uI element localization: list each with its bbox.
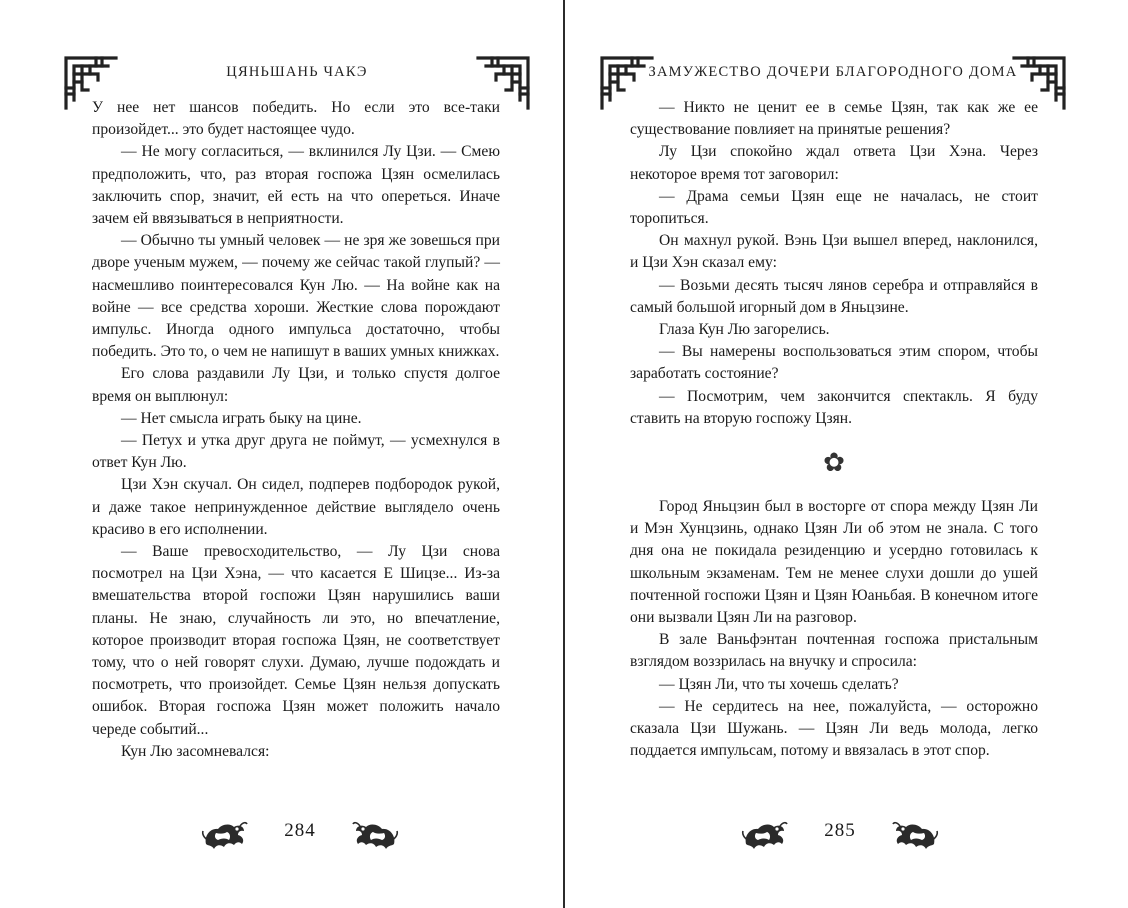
paragraph: — Ваше превосходительство, — Лу Цзи снова посмотрел на Цзи Хэна, — что касается Е Шицзе... Из-за вмешательства второй госпожи Цзян нарушились ваши планы. Не знаю, случайность ли это, но впечатление, которое производит вторая госпожа Цзян, не соответствует тому, что о ней говорят слухи. Думаю, лучше подождать и посмотреть, что произойдет. Семье Цзян нельзя допускать ошибок. Вторая госпожа Цзян может положить начало череде событий... [92,543,500,738]
paragraph: В зале Ваньфэнтан почтенная госпожа пристальным взглядом воззрилась на внучку и спросила: [630,631,1038,671]
page-number: 284 [284,820,316,841]
paragraph: Глаза Кун Лю загорелись. [659,321,830,339]
left-page [0,0,563,908]
dragon-icon [200,818,248,852]
paragraph: — Не сердитесь на нее, пожалуйста, — осторожно сказала Цзи Шужань. — Цзян Ли ведь молода, легко поддается импульсам, потому и ввязалась в этот спор. [630,697,1038,760]
paragraph: — Посмотрим, чем закончится спектакль. Я буду ставить на вторую госпожу Цзян. [630,387,1038,427]
paragraph: — Не могу согласиться, — вклинился Лу Цзи. — Смею предположить, что, раз вторая госпожа Цзян осмелилась заключить спор, значит, ей есть на что опереться. Иначе зачем ей ввязываться в неприятности. [92,143,500,228]
paragraph: — Вы намерены воспользоваться этим спором, чтобы заработать состояние? [630,343,1038,383]
right-page [565,0,1128,908]
paragraph: Цзи Хэн скучал. Он сидел, подперев подбородок рукой, и даже такое непринужденное действие выглядело очень красиво в его исполнении. [92,476,500,538]
running-head: ЗАМУЖЕСТВО ДОЧЕРИ БЛАГОРОДНОГО ДОМА [648,64,1018,80]
right-page-footer [740,818,940,852]
paragraph: — Цзян Ли, что ты хочешь сделать? [659,675,899,693]
left-page-footer [200,818,400,852]
flower-divider-icon: ✿ [823,448,845,478]
page-number: 285 [824,820,856,841]
paragraph: Лу Цзи спокойно ждал ответа Цзи Хэна. Через некоторое время тот заговорил: [630,143,1038,183]
left-page-text [92,97,500,763]
paragraph: — Драма семьи Цзян еще не началась, не стоит торопиться. [630,187,1038,228]
paragraph: Его слова раздавили Лу Цзи, и только спустя долгое время он выплюнул: [92,365,500,405]
dragon-icon [892,818,940,852]
paragraph: — Нет смысла играть быку на цине. [121,409,362,427]
paragraph: Город Яньцзин был в восторге от спора между Цзян Ли и Мэн Хунцзинь, однако Цзян Ли об этом не знала. С того дня она не покидала резиденцию и усердно готовилась к школьным экзаменам. Тем не менее слухи дошли до ушей почтенной госпожи Цзян и Цзян Юаньбая. В конечном итоге они вызвали Цзян Ли на разговор. [630,498,1038,627]
dragon-icon [352,818,400,852]
paragraph: — Никто не ценит ее в семье Цзян, так как же ее существование повлияет на принятые решения? [630,99,1038,139]
paragraph: — Возьми десять тысяч лянов серебра и отправляйся в самый большой игорный дом в Яньцзине. [630,276,1038,316]
paragraph: Кун Лю засомневался: [121,742,270,760]
paragraph: Он махнул рукой. Вэнь Цзи вышел вперед, наклонился, и Цзи Хэн сказал ему: [630,232,1038,272]
paragraph: — Петух и утка друг друга не поймут, — усмехнулся в ответ Кун Лю. [92,432,500,472]
paragraph: — Обычно ты умный человек — не зря же зовешься при дворе ученым мужем, — почему же сейчас такой глупый? — насмешливо поинтересовался Кун Лю. — На войне как на войне — все средства хороши. Жесткие слова порождают импульс. Иногда одного импульса достаточно, чтобы победить. Это то, о чем не напишут в ваших умных книжках. [92,232,500,361]
right-page-text [630,97,1038,762]
dragon-icon [740,818,788,852]
paragraph: У нее нет шансов победить. Но если это все-таки произойдет... это будет настоящее чудо. [92,99,500,139]
running-head: ЦЯНЬШАНЬ ЧАКЭ [226,64,368,80]
